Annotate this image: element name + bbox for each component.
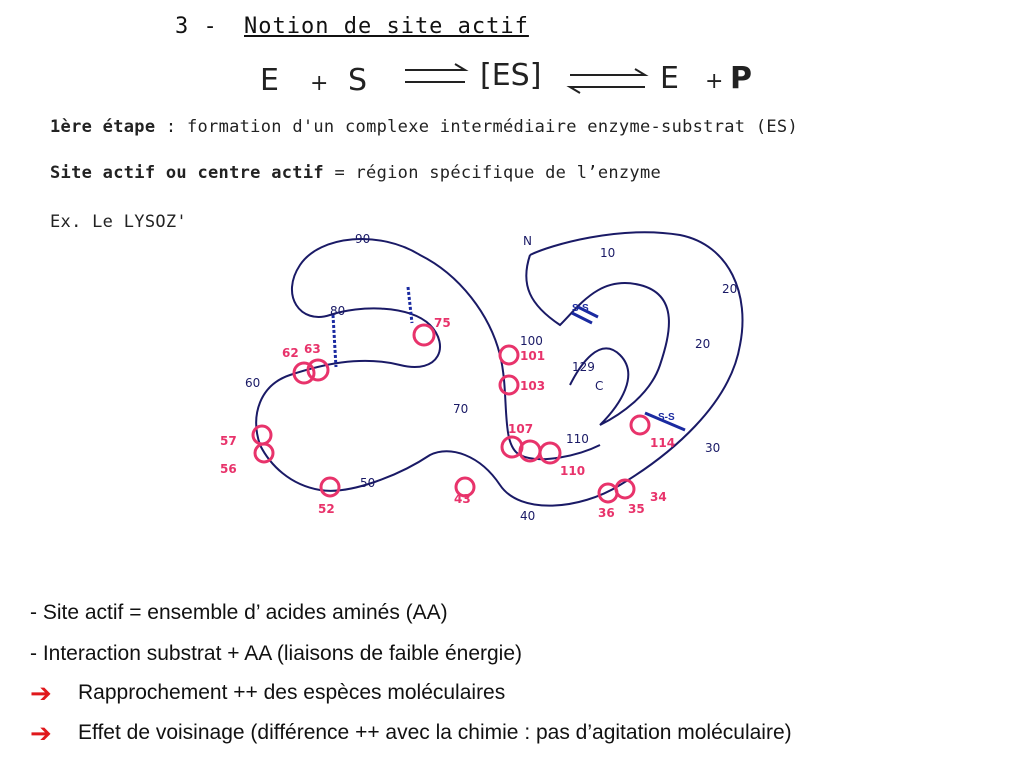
step-text: : formation d'un complexe intermédiaire enzyme-substrat (ES) xyxy=(165,117,798,137)
residue-label: 34 xyxy=(650,490,667,504)
tick-label: 90 xyxy=(355,232,371,246)
step-line xyxy=(50,117,798,137)
tick-label: 110 xyxy=(566,432,589,446)
tick-label: N xyxy=(523,234,532,248)
disulfide-bond-icon xyxy=(333,315,336,367)
residue-label: 43 xyxy=(454,492,471,506)
back-arrow-icon xyxy=(570,87,645,93)
residue-label: 110 xyxy=(560,464,586,478)
forward-arrow-icon xyxy=(570,69,645,75)
disulfide-label: S-S xyxy=(658,412,675,423)
product-symbol: P xyxy=(730,61,752,96)
tick-label: 80 xyxy=(330,304,346,318)
residue-label: 35 xyxy=(628,502,645,516)
reaction-equation xyxy=(250,50,790,105)
right-arrow-icon: ➔ xyxy=(30,718,52,748)
bullet-interaction: - Interaction substrat + AA (liaisons de faible énergie) xyxy=(30,642,523,665)
residue-label: 36 xyxy=(598,506,615,520)
residue-circle xyxy=(540,443,560,463)
section-heading xyxy=(175,14,529,39)
residue-circle xyxy=(253,426,271,444)
plus-sign: + xyxy=(310,71,329,96)
residue-circle xyxy=(599,484,617,502)
residue-circle xyxy=(308,360,328,380)
consequence-text-2: Effet de voisinage (différence ++ avec la chimie : pas d’agitation moléculaire) xyxy=(78,721,792,744)
forward-arrow-icon xyxy=(405,64,465,70)
tick-label: 10 xyxy=(600,246,616,260)
substrate-symbol: S xyxy=(348,63,368,98)
residue-circle xyxy=(631,416,649,434)
residue-circle xyxy=(321,478,339,496)
site-label: Site actif ou centre actif xyxy=(50,163,324,183)
example-line: Ex. Le LYSOZ' xyxy=(50,212,187,232)
residue-label: 56 xyxy=(220,462,237,476)
disulfide-label: S-S xyxy=(572,303,589,314)
tick-label: 20 xyxy=(722,282,738,296)
complex-symbol: [ES] xyxy=(480,58,542,93)
section-title: Notion de site actif xyxy=(244,14,529,39)
residue-circle xyxy=(414,325,434,345)
residue-circle xyxy=(500,346,518,364)
consequence-text-1: Rapprochement ++ des espèces moléculaires xyxy=(78,681,506,704)
site-line xyxy=(50,163,661,183)
residue-label: 107 xyxy=(508,422,534,436)
plus-sign-2: + xyxy=(705,69,724,94)
enzyme-symbol-2: E xyxy=(660,61,679,96)
tick-label: 100 xyxy=(520,334,543,348)
residue-label: 114 xyxy=(650,436,676,450)
step-label: 1ère étape xyxy=(50,117,156,137)
tick-label: 20 xyxy=(695,337,711,351)
residue-circle xyxy=(500,376,518,394)
tick-label: C xyxy=(595,379,604,393)
bullet-site-actif: - Site actif = ensemble d’ acides aminés (AA) xyxy=(30,601,448,624)
consequence-row-1 xyxy=(30,680,505,706)
tick-label: 129 xyxy=(572,360,595,374)
residue-label: 75 xyxy=(434,316,451,330)
residue-label: 63 xyxy=(304,342,321,356)
site-text: = région spécifique de l’enzyme xyxy=(334,163,662,183)
tick-label: 30 xyxy=(705,441,721,455)
section-number: 3 - xyxy=(175,14,218,39)
lysozyme-diagram xyxy=(200,215,760,535)
disulfide-bond-icon xyxy=(408,287,412,323)
consequence-row-2 xyxy=(30,720,792,746)
enzyme-symbol: E xyxy=(260,63,279,98)
tick-label: 40 xyxy=(520,509,536,523)
tick-label: 70 xyxy=(453,402,469,416)
right-arrow-icon: ➔ xyxy=(30,678,52,708)
tick-label: 50 xyxy=(360,476,376,490)
residue-label: 57 xyxy=(220,434,237,448)
residue-label: 62 xyxy=(282,346,299,360)
tick-label: 60 xyxy=(245,376,261,390)
residue-label: 52 xyxy=(318,502,335,516)
residue-label: 103 xyxy=(520,379,546,393)
residue-label: 101 xyxy=(520,349,546,363)
